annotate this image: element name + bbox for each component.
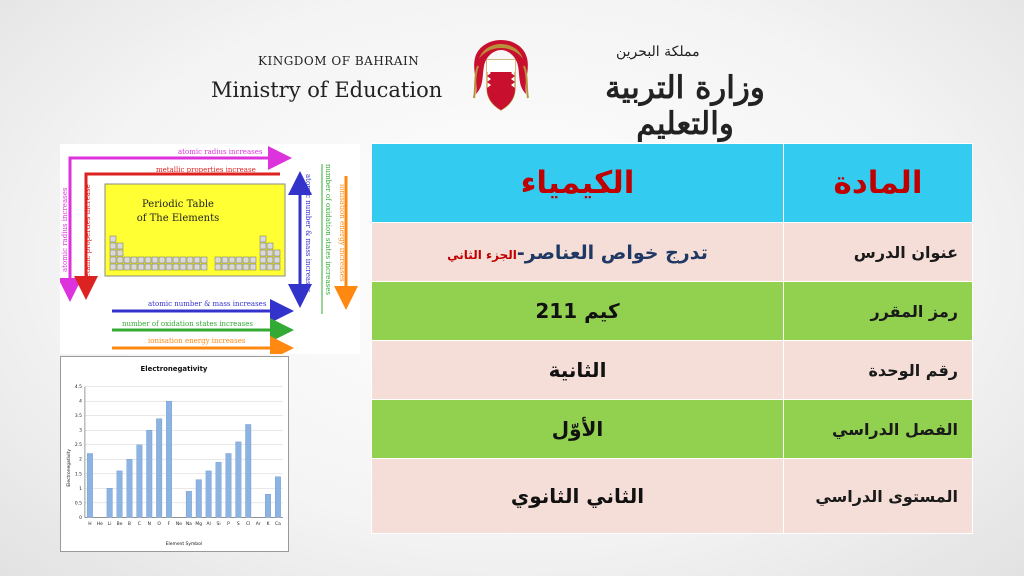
chart-bar-O <box>156 419 162 518</box>
chart-ytick-label: 1 <box>79 486 82 492</box>
ministry-title-ar: وزارة التربية والتعليم <box>605 70 765 142</box>
chart-ytick-label: 3 <box>79 428 82 434</box>
chart-ytick-label: 2 <box>79 457 82 463</box>
chart-xtick-label: Li <box>107 522 112 528</box>
chart-xtick-label: O <box>157 522 161 528</box>
level-label: المستوى الدراسي <box>784 459 973 534</box>
lesson-title-main: تدرج خواص العناصر- <box>516 242 708 264</box>
chart-ytick-label: 3.5 <box>74 414 82 420</box>
chart-bar-Na <box>186 491 192 517</box>
chart-xlabel: Element Symbol <box>165 542 203 548</box>
chart-xtick-label: Ar <box>255 522 261 528</box>
chart-title: Electronegativity <box>140 364 208 373</box>
subject-label: المادة <box>784 144 973 223</box>
lesson-title-label: عنوان الدرس <box>784 223 973 282</box>
chart-bar-Ca <box>275 477 281 518</box>
chart-bar-Cl <box>245 424 251 517</box>
chart-bar-Be <box>117 471 123 517</box>
unit-number-value: الثانية <box>372 341 784 400</box>
chart-xtick-label: S <box>236 522 240 528</box>
table-row-level <box>372 459 973 534</box>
trend-label-ionisation-bottom: ionisation energy increases <box>148 337 246 345</box>
chart-ytick-label: 0 <box>79 515 82 521</box>
chart-xtick-label: P <box>227 522 230 528</box>
table-row-unit-number <box>372 341 973 400</box>
unit-number-label: رقم الوحدة <box>784 341 973 400</box>
chart-xtick-label: C <box>137 522 141 528</box>
chart-xtick-label: Na <box>185 522 192 528</box>
table-row-course-code <box>372 282 973 341</box>
chart-xtick-label: Si <box>216 522 221 528</box>
trend-label-metallic-left: metallic properties increase <box>84 184 92 284</box>
kingdom-label: KINGDOM OF BAHRAIN <box>258 54 420 68</box>
chart-bar-Li <box>107 488 113 517</box>
chart-xtick-label: Mg <box>195 522 203 528</box>
chart-axis <box>85 387 283 518</box>
chart-ytick-label: 0.5 <box>74 501 82 507</box>
chart-xtick-label: N <box>147 522 151 528</box>
chart-ytick-label: 4.5 <box>74 385 82 391</box>
chart-bar-B <box>127 459 133 517</box>
course-code-label: رمز المقرر <box>784 282 973 341</box>
chart-bar-Al <box>206 471 212 517</box>
chart-bar-S <box>236 442 242 517</box>
chart-xtick-label: Cl <box>246 522 251 528</box>
chart-xtick-label: Ca <box>275 522 281 528</box>
subject-value: الكيمياء <box>372 144 784 223</box>
chart-bar-K <box>265 494 271 517</box>
trend-label-atomic-number-right: atomic number & mass increases <box>304 174 312 293</box>
trend-label-metallic-top: metallic properties increase <box>156 166 256 174</box>
periodic-table-title-line2: of The Elements <box>136 213 220 224</box>
lesson-info-table <box>371 143 973 534</box>
chart-xtick-label: He <box>96 522 103 528</box>
trend-label-atomic-radius-top: atomic radius increases <box>178 148 263 156</box>
chart-ytick-label: 1.5 <box>74 472 82 478</box>
bahrain-emblem-icon <box>470 36 532 116</box>
chart-xtick-label: F <box>167 522 171 528</box>
trend-label-atomic-radius-left: atomic radius increases <box>61 187 69 272</box>
periodic-table-title-line1: Periodic Table <box>142 199 214 210</box>
chart-bar-P <box>226 453 232 517</box>
chart-bar-C <box>137 445 143 518</box>
electronegativity-chart <box>60 356 289 552</box>
chart-bar-F <box>166 401 172 517</box>
trend-label-oxidation-bottom: number of oxidation states increases <box>122 320 253 328</box>
chart-bar-Mg <box>196 480 202 518</box>
chart-ylabel: Electronegativity <box>67 449 73 487</box>
periodic-trends-figure <box>60 144 360 354</box>
table-row-semester <box>372 400 973 459</box>
course-code-value: كيم 211 <box>372 282 784 341</box>
ministry-title-en: Ministry of Education <box>211 78 443 102</box>
chart-xtick-label: B <box>127 522 131 528</box>
chart-bar-N <box>146 430 152 517</box>
table-row-lesson-title <box>372 223 973 282</box>
semester-value: الأوّل <box>372 400 784 459</box>
trend-label-oxidation-right: number of oxidation states increases <box>324 164 332 295</box>
kingdom-label-ar: مملكة البحرين <box>616 44 700 60</box>
chart-bar-H <box>87 453 93 517</box>
chart-xtick-label: Ne <box>175 522 182 528</box>
chart-xtick-label: Be <box>116 522 123 528</box>
table-row-subject <box>372 144 973 223</box>
trend-label-ionisation-right: ionisation energy increases <box>338 184 346 282</box>
lesson-title-value <box>372 223 784 282</box>
level-value: الثاني الثانوي <box>372 459 784 534</box>
chart-ytick-label: 2.5 <box>74 443 82 449</box>
chart-ytick-label: 4 <box>79 399 82 405</box>
trend-label-atomic-number-bottom: atomic number & mass increases <box>148 300 267 308</box>
chart-xtick-label: Al <box>206 522 211 528</box>
chart-xtick-label: K <box>266 522 270 528</box>
lesson-title-part: الجزء الثاني <box>447 248 517 262</box>
chart-xtick-label: H <box>88 522 92 528</box>
chart-bar-Si <box>216 462 222 517</box>
semester-label: الفصل الدراسي <box>784 400 973 459</box>
